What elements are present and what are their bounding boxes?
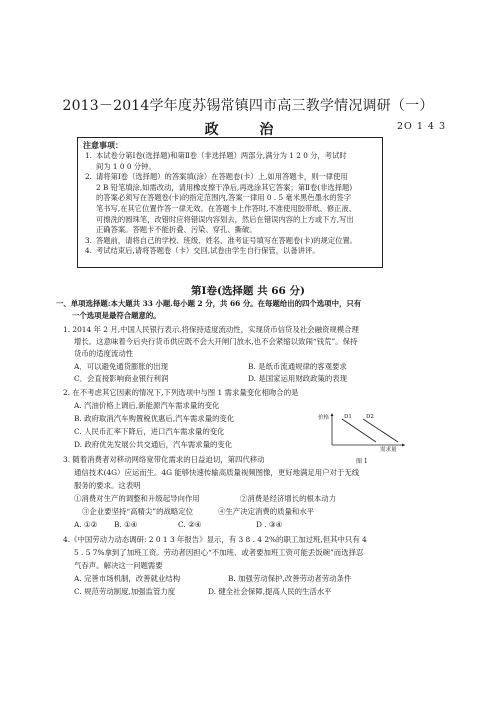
question-2-option-a: A. 汽油价格上调后,新能源汽车需求量的变化 — [74, 401, 220, 410]
notice-line: 考试结束后,请将答题卷（卡）交回,试卷由学生自行保管，以备讲评。 — [96, 246, 320, 256]
question-1-stem: 货币的适度流动性 — [74, 349, 134, 358]
demand-curve-d2 — [363, 419, 398, 442]
question-3-option-2: ②消费是经济增长的根本动力 — [240, 494, 337, 503]
x-axis-arrow — [402, 444, 405, 447]
question-1-stem: 1. 2014 年 2 月,中国人民银行表示,将保持适度流动性，实现货币信贷及社会融资规模合理 — [63, 325, 359, 334]
question-3-choice-d: D . ③④ — [256, 520, 283, 529]
question-4-option-b: B. 加强劳动保护,改善劳动者劳动条件 — [228, 574, 352, 583]
notice-line: 的答案必须写在答题卷(卡)的指定范围内,答案一律用 0 . 5 毫米黑色墨水的签字 — [96, 193, 352, 203]
demand-curve-figure — [318, 413, 408, 459]
notice-item — [83, 236, 377, 247]
question-3-choice-b: B. ①④ — [114, 520, 138, 529]
question-1-stem: 增长。这意味着今后央行货币供应既不会大开闸门放水,也不会紧缩以致闹“钱荒”。保持 — [74, 337, 358, 346]
question-1-option-c: C．会直接影响商业银行利润 — [74, 374, 169, 383]
curve-label-d1: D1 — [344, 414, 352, 420]
question-3-stem: 通信技术(4G）应运而生。4G 能够快速传输高质量视频图像，更好地满足用户对于无线 — [74, 468, 360, 477]
figure-caption: 图 1 — [356, 458, 368, 465]
question-1-option-b: B. 是纸币流通规律的客观要求 — [248, 362, 347, 371]
notice-item-number: 3. — [85, 235, 92, 245]
notice-item-number: 2. — [85, 172, 92, 182]
question-3-choice-a: A. ①② — [74, 520, 98, 529]
y-axis-arrow — [331, 413, 334, 416]
question-4-option-a: A. 完善市场机制，改善就业结构 — [74, 574, 181, 583]
notice-heading: 注意事项： — [83, 140, 123, 150]
question-4-option-d: D. 健全社会保障,提高人民的生活水平 — [208, 587, 332, 596]
section-instruction: 一个选项是最符合题意的。 — [72, 311, 161, 320]
graph-x-label: 需求量 — [380, 447, 397, 453]
demand-curve-d1 — [342, 419, 376, 442]
question-3-stem: 服务的要求。这表明 — [74, 481, 141, 490]
notice-line: 请将第Ⅰ卷（选择题）的答案填(涂）在答题卷(卡）上,如用答题卡，则一律使用 — [96, 172, 348, 182]
section-instruction: 一、单项选择题:本大题共 33 小题.每小题 2 分，共 66 分。在每题给出的四个选项中，只有 — [56, 299, 362, 308]
graph-y-label: 价格 — [318, 415, 330, 421]
notice-line: 正确答案。答题卡不能折叠、污染、穿孔、撕破。 — [96, 225, 257, 235]
curve-label-d2: D2 — [366, 414, 374, 420]
notice-line: 笔书写,在其它位置作答一律无效。在答题卡上作答时,不准使用胶带纸、修正液、 — [96, 203, 357, 213]
notice-item — [83, 151, 377, 172]
notice-line: 间为 1 0 0 分钟。 — [96, 161, 156, 171]
question-4-stem: 5 . 5 7%拿到了加班工资。劳动者因担心“不加班、或者要加班工资可能丢饭碗”而选择忍 — [74, 548, 364, 557]
notice-line: 可擦洗的圆珠笔，改错时应将错误内容划去，然后在错误内容的上方或下方,写出 — [96, 214, 354, 224]
exam-subject: 政 治 — [204, 122, 292, 138]
question-4-option-c: C. 规范劳动制度,加强监管力度 — [74, 587, 176, 596]
question-2-option-c: C. 人民币汇率下降后，进口汽车需求量的变化 — [74, 427, 225, 436]
notice-item — [83, 172, 377, 236]
notice-item — [83, 246, 377, 257]
question-1-option-d: D. 是国家运用财政政策的表现 — [248, 374, 348, 383]
question-2-option-d: D. 政府优先发展公共交通后，汽车需求量的变化 — [74, 440, 233, 449]
notice-line: 2 B 铅笔填涂,如需改动，请用橡皮擦干净后,再选涂其它答案；第Ⅱ卷(非选择题) — [96, 182, 353, 192]
question-3-stem: 3. 随着消费者对移动网络宽带化需求的日益迫切，第四代移动 — [63, 455, 265, 464]
notice-box — [77, 137, 383, 268]
question-3-option-4: ④生产决定消费的质量和水平 — [218, 507, 315, 516]
notice-item-number: 1. — [85, 151, 92, 160]
question-2-stem: 2. 在不考虑其它因素的情况下,下列选项中与图 1 需求量变化相吻合的是 — [63, 388, 299, 397]
exam-code: 2O 1 4 3 — [396, 121, 446, 132]
notice-item-number: 4. — [85, 246, 92, 256]
question-3-option-3: ③企业要坚持“高精尖”的战略定位 — [82, 507, 194, 516]
question-4-stem: 气吞声。解决这一问题需要 — [74, 561, 163, 570]
notice-line: 答题前，请将自己的学校、班级、姓名、准考证号填写在答题卷(卡)的规定位置。 — [96, 235, 358, 245]
exam-title: 2013－2014学年度苏锡常镇四市高三教学情况调研（一） — [62, 98, 434, 114]
question-1-option-a: A．可以避免通货膨胀的出现 — [74, 362, 169, 371]
notice-line: 本试卷分第Ⅰ卷(选择题)和第Ⅱ卷（非选择题）两部分,满分为 1 2 0 分，考试时 — [96, 151, 347, 160]
section-title: 第Ⅰ卷(选择题 共 66 分) — [191, 285, 305, 297]
question-3-option-1: ①消费对生产的调整和升级起导向作用 — [74, 494, 200, 503]
question-4-stem: 4.《中国劳动力动态调研: 2 0 1 3 年报告》显示，有 3 8 . 4 2%的职工加过班,但其中只有 4 — [63, 535, 367, 544]
question-2-option-b: B. 政府取消汽车购置税优惠后,汽车需求量的变化 — [74, 414, 235, 423]
question-3-choice-c: C. ②④ — [178, 520, 202, 529]
